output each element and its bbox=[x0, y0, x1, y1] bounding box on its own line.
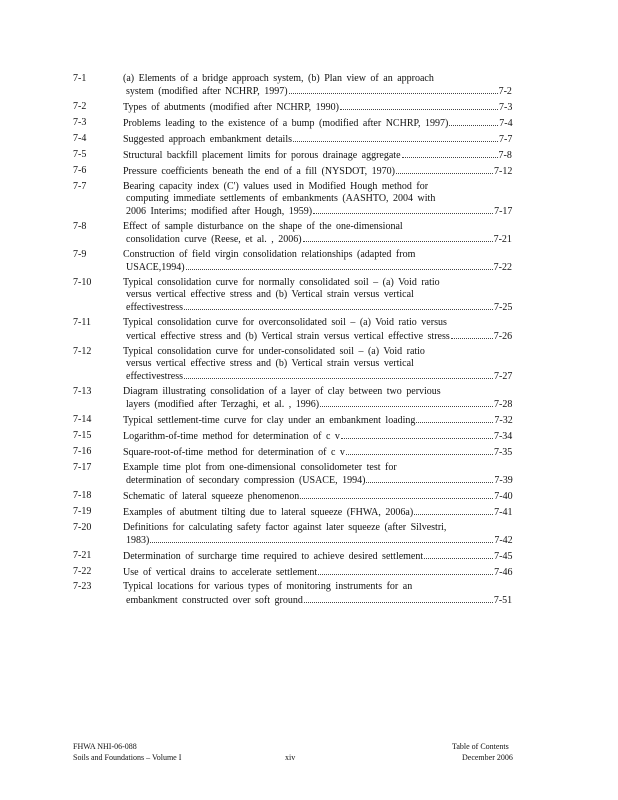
figure-caption-text: Typical locations for various types of monitoring instruments for an bbox=[123, 581, 413, 593]
figure-caption-line bbox=[126, 594, 512, 607]
figure-number: 7-22 bbox=[73, 565, 92, 577]
figure-caption-text: Typical settlement-time curve for clay under an embankment loading bbox=[123, 414, 416, 426]
figure-caption-line bbox=[123, 522, 446, 534]
footer-volume-title: Soils and Foundations – Volume I bbox=[73, 753, 182, 762]
figure-caption-line bbox=[126, 233, 512, 246]
figure-caption-line bbox=[123, 149, 512, 162]
figure-number: 7-21 bbox=[73, 549, 92, 561]
figure-number: 7-19 bbox=[73, 505, 92, 517]
figure-caption-text: effectivestress bbox=[126, 370, 184, 382]
figure-caption-line bbox=[126, 474, 513, 487]
page-number: 7-45 bbox=[494, 550, 513, 562]
dot-leader bbox=[366, 474, 493, 483]
figure-caption-text: Problems leading to the existence of a bump (modified after NCHRP, 1997) bbox=[123, 118, 449, 129]
page-number: 7-28 bbox=[494, 398, 513, 410]
page-number: 7-8 bbox=[498, 149, 512, 161]
footer-report-number: FHWA NHI-06-088 bbox=[73, 742, 137, 751]
dot-leader bbox=[186, 261, 493, 270]
figure-caption-line bbox=[123, 117, 513, 130]
figure-caption-line bbox=[123, 73, 434, 85]
figure-caption-text: versus vertical effective stress and (b) Vertical strain versus vertical bbox=[126, 289, 414, 301]
figure-caption-line bbox=[126, 289, 414, 301]
figure-caption-text: Diagram illustrating consolidation of a layer of clay between two pervious bbox=[123, 385, 441, 397]
dot-leader bbox=[293, 133, 498, 142]
page-number: 7-46 bbox=[494, 566, 513, 578]
figure-caption-line bbox=[123, 317, 447, 329]
figure-caption-text: Bearing capacity index (C') values used in Modified Hough method for bbox=[123, 180, 429, 192]
figure-caption-text: 2006 Interims; modified after Hough, 1959) bbox=[126, 205, 313, 217]
page-number: 7-2 bbox=[498, 86, 512, 98]
figure-caption-line bbox=[123, 581, 412, 593]
dot-leader bbox=[289, 85, 498, 94]
dot-leader bbox=[414, 506, 493, 515]
dot-leader bbox=[184, 370, 493, 379]
page-number: 7-34 bbox=[493, 430, 513, 442]
figure-caption-text: embankment constructed over soft ground bbox=[126, 594, 303, 606]
figure-caption-line bbox=[123, 550, 513, 563]
dot-leader bbox=[451, 330, 493, 339]
page-number: 7-21 bbox=[493, 234, 512, 246]
figure-caption-line bbox=[126, 370, 512, 383]
figure-number: 7-23 bbox=[73, 581, 92, 593]
footer-section-title: Table of Contents bbox=[452, 742, 509, 751]
page-number: 7-25 bbox=[494, 302, 513, 314]
page-number: 7-26 bbox=[493, 330, 513, 342]
figure-caption-text: Pressure coefficients beneath the end of a fill (NYSDOT, 1970) bbox=[123, 165, 395, 177]
figure-caption-line bbox=[126, 261, 512, 274]
dot-leader bbox=[340, 101, 498, 110]
dot-leader bbox=[449, 117, 498, 126]
figure-caption-line bbox=[123, 490, 513, 503]
figure-caption-line bbox=[123, 346, 425, 358]
page-number: 7-4 bbox=[499, 118, 513, 129]
figure-caption-text: Construction of field virgin consolidation relationships (adapted from bbox=[123, 249, 416, 260]
page-number: 7-7 bbox=[499, 133, 513, 145]
page-number: 7-39 bbox=[494, 474, 513, 486]
figure-caption-line bbox=[123, 277, 440, 289]
dot-leader bbox=[184, 301, 493, 310]
figure-caption-text: 1983) bbox=[126, 534, 150, 546]
figure-caption-text: Typical consolidation curve for under-consolidated soil – (a) Void ratio bbox=[123, 345, 425, 357]
figure-caption-line bbox=[123, 101, 512, 114]
figure-caption-line bbox=[123, 249, 415, 261]
figure-caption-line bbox=[126, 330, 512, 343]
figure-caption-text: Suggested approach embankment details bbox=[123, 133, 293, 145]
figure-caption-text: USACE,1994) bbox=[126, 262, 185, 274]
dot-leader bbox=[320, 398, 493, 407]
figure-caption-line bbox=[123, 165, 512, 178]
figure-number: 7-6 bbox=[73, 164, 87, 176]
dot-leader bbox=[303, 233, 493, 242]
figure-number: 7-20 bbox=[73, 521, 92, 533]
dot-leader bbox=[150, 534, 493, 543]
page-number: 7-27 bbox=[494, 370, 513, 382]
figure-caption-text: Structural backfill placement limits for porous drainage aggregate bbox=[123, 149, 401, 161]
figure-caption-line bbox=[126, 85, 512, 98]
figure-caption-text: computing immediate settlements of embankments (AASHTO, 2004 with bbox=[126, 192, 436, 204]
footer-date: December 2006 bbox=[462, 753, 513, 762]
figure-caption-text: Logarithm-of-time method for determination of c v bbox=[123, 430, 340, 442]
figure-caption-text: versus vertical effective stress and (b) Vertical strain versus vertical bbox=[126, 357, 414, 369]
figure-number: 7-4 bbox=[73, 132, 87, 144]
figure-caption-text: Use of vertical drains to accelerate settlement bbox=[123, 566, 318, 578]
figure-number: 7-13 bbox=[73, 385, 92, 397]
figure-caption-line bbox=[126, 205, 512, 218]
figure-caption-line bbox=[123, 133, 512, 146]
figure-number: 7-3 bbox=[73, 117, 87, 128]
figure-caption-text: system (modified after NCHRP, 1997) bbox=[126, 86, 288, 98]
figure-number: 7-18 bbox=[73, 489, 92, 501]
figure-number: 7-12 bbox=[73, 345, 92, 357]
figure-caption-text: Definitions for calculating safety factor against later squeeze (after Silvestri, bbox=[123, 521, 447, 533]
figure-caption-text: Schematic of lateral squeeze phenomenon bbox=[123, 490, 300, 502]
figure-caption-line bbox=[123, 566, 512, 579]
figure-caption-line bbox=[123, 462, 397, 474]
page-number: 7-35 bbox=[493, 446, 513, 458]
figure-caption-text: Examples of abutment tilting due to lateral squeeze (FHWA, 2006a) bbox=[123, 506, 414, 518]
page-number: 7-3 bbox=[499, 102, 513, 114]
figure-caption-line bbox=[126, 301, 512, 314]
figure-caption-text: consolidation curve (Reese, et al. , 2006) bbox=[126, 234, 302, 246]
dot-leader bbox=[313, 205, 493, 214]
page-number: 7-40 bbox=[494, 490, 513, 502]
figure-caption-line bbox=[126, 193, 435, 205]
page-number: 7-22 bbox=[493, 262, 512, 274]
figure-caption-line bbox=[123, 414, 513, 427]
figure-caption-text: effectivestress bbox=[126, 302, 184, 314]
figure-number: 7-7 bbox=[73, 180, 87, 192]
figure-number: 7-16 bbox=[73, 445, 92, 457]
dot-leader bbox=[341, 430, 493, 439]
dot-leader bbox=[304, 594, 493, 603]
dot-leader bbox=[318, 566, 493, 575]
figure-caption-line bbox=[123, 446, 512, 459]
dot-leader bbox=[346, 446, 493, 455]
figure-caption-text: Effect of sample disturbance on the shape of the one-dimensional bbox=[123, 220, 403, 232]
dot-leader bbox=[396, 165, 493, 174]
dot-leader bbox=[300, 490, 493, 499]
figure-number: 7-14 bbox=[73, 413, 92, 425]
page-number: 7-32 bbox=[494, 414, 513, 426]
footer-page-number: xiv bbox=[285, 753, 296, 762]
figure-caption-text: Example time plot from one-dimensional consolidometer test for bbox=[123, 461, 397, 473]
figure-caption-text: vertical effective stress and (b) Vertical strain versus vertical effective stress bbox=[126, 330, 450, 342]
figure-number: 7-15 bbox=[73, 429, 92, 441]
figure-number: 7-8 bbox=[73, 220, 87, 232]
figure-caption-line bbox=[123, 386, 441, 398]
figure-number: 7-17 bbox=[73, 461, 92, 473]
figure-caption-text: Types of abutments (modified after NCHRP, 1990) bbox=[123, 102, 339, 114]
page-number: 7-41 bbox=[494, 506, 513, 518]
figure-caption-text: Typical consolidation curve for normally consolidated soil – (a) Void ratio bbox=[123, 277, 440, 289]
figure-caption-text: determination of secondary compression (USACE, 1994) bbox=[126, 474, 366, 486]
figure-number: 7-5 bbox=[73, 148, 87, 160]
figure-caption-text: Square-root-of-time method for determination of c v bbox=[123, 446, 345, 458]
dot-leader bbox=[402, 149, 498, 158]
figure-caption-text: Determination of surcharge time required to achieve desired settlement bbox=[123, 550, 424, 562]
page-number: 7-42 bbox=[494, 534, 513, 546]
page-number: 7-17 bbox=[494, 205, 513, 217]
figure-number: 7-10 bbox=[73, 277, 92, 289]
figure-caption-text: layers (modified after Terzaghi, et al. , 1996) bbox=[126, 398, 320, 410]
dot-leader bbox=[424, 550, 493, 559]
page-number: 7-12 bbox=[494, 165, 513, 177]
figure-number: 7-11 bbox=[73, 317, 91, 329]
figure-caption-line bbox=[123, 181, 428, 193]
figure-caption-line bbox=[123, 221, 403, 233]
figure-caption-line bbox=[123, 506, 513, 519]
figure-caption-line bbox=[126, 358, 414, 370]
figure-caption-line bbox=[126, 398, 512, 411]
page-number: 7-51 bbox=[493, 594, 513, 606]
figure-caption-text: Typical consolidation curve for overconsolidated soil – (a) Void ratio versus bbox=[123, 317, 447, 329]
figure-number: 7-2 bbox=[73, 101, 87, 113]
figure-number: 7-1 bbox=[73, 73, 87, 84]
figure-caption-text: (a) Elements of a bridge approach system, (b) Plan view of an approach bbox=[123, 73, 434, 84]
figure-caption-line bbox=[126, 534, 513, 547]
figure-number: 7-9 bbox=[73, 249, 87, 260]
dot-leader bbox=[416, 414, 493, 423]
figure-caption-line bbox=[123, 430, 512, 443]
